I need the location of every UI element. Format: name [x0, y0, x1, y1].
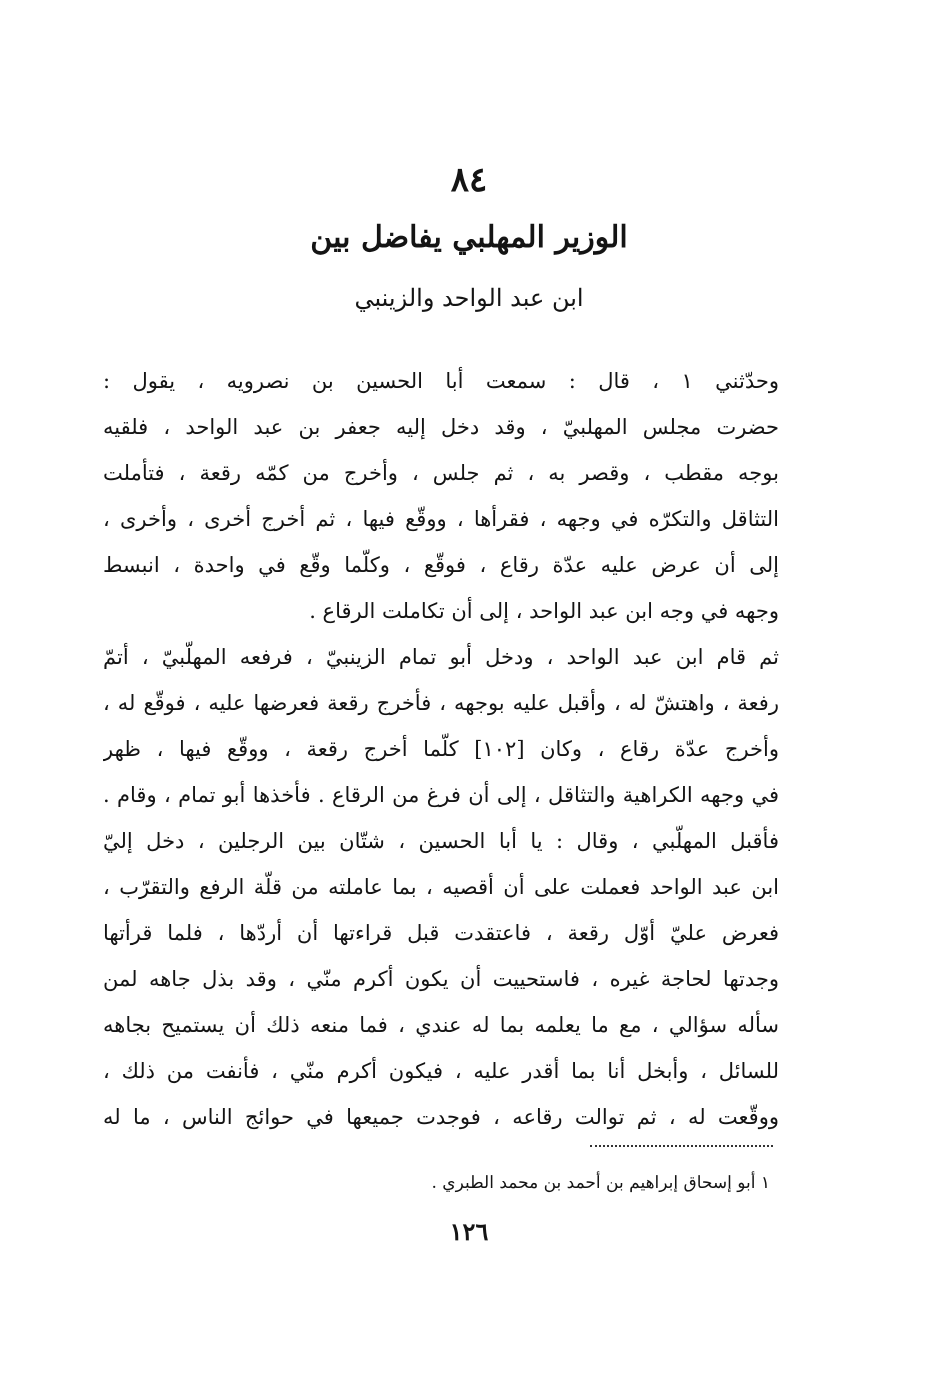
page-number: ١٢٦	[449, 1217, 489, 1246]
body-line: للسائل ، وأبخل أنا بما أقدر عليه ، فيكون أكرم منّي ، فأنفت من ذلك ،	[103, 1059, 779, 1083]
chapter-number: ٨٤	[450, 160, 488, 200]
body-line: ووقّعت له ، ثم توالت رقاعه ، فوجدت جميعها في حوائج الناس ، ما له	[103, 1105, 779, 1129]
footnote-divider	[590, 1145, 773, 1147]
footnote: ١ أبو إسحاق إبراهيم بن أحمد بن محمد الطبري .	[431, 1173, 770, 1193]
body-line: ابن عبد الواحد فعملت على أن أقصيه ، بما عاملته من قلّة الرفع والتقرّب ،	[103, 875, 779, 899]
body-line: وجهه في وجه ابن عبد الواحد ، إلى أن تكاملت الرقاع .	[309, 599, 779, 623]
chapter-subtitle: ابن عبد الواحد والزينبي	[354, 284, 584, 312]
body-line: وجدتها لحاجة غيره ، فاستحييت أن يكون أكرم منّي ، وقد بذل جاهه لمن	[103, 967, 779, 991]
body-line: فعرض عليّ أوّل رقعة ، فاعتقدت قبل قراءتها أن أردّها ، فلما قرأتها	[103, 921, 779, 945]
body-line: حضرت مجلس المهلبيّ ، وقد دخل إليه جعفر بن عبد الواحد ، فلقيه	[103, 415, 779, 439]
body-line: وحدّثني ١ ، قال : سمعت أبا الحسين بن نصرويه ، يقول :	[103, 369, 779, 393]
body-line: ثم قام ابن عبد الواحد ، ودخل أبو تمام الزينبيّ ، فرفعه المهلّبيّ ، أتمّ	[103, 645, 779, 669]
body-line: وأخرج عدّة رقاع ، وكان [١٠٢] كلّما أخرج رقعة ، ووقّع فيها ، ظهر	[103, 737, 779, 761]
body-line: إلى أن عرض عليه عدّة رقاع ، فوقّع ، وكلّما وقّع في واحدة ، انبسط	[103, 553, 779, 577]
chapter-title: الوزير المهلبي يفاضل بين	[310, 220, 628, 255]
body-line: التثاقل والتكرّه في وجهه ، فقرأها ، ووقّع فيها ، ثم أخرج أخرى ، وأخرى ،	[103, 507, 779, 531]
body-line: في وجهه الكراهية والتثاقل ، إلى أن فرغ من الرقاع . فأخذها أبو تمام ، وقام .	[103, 783, 779, 807]
body-line: بوجه مقطب ، وقصر به ، ثم جلس ، وأخرج من كمّه رقعة ، فتأملت	[103, 461, 779, 485]
body-line: رفعة ، واهتشّ له ، وأقبل عليه بوجهه ، فأخرج رقعة فعرضها عليه ، فوقّع له ،	[103, 691, 779, 715]
body-line: سأله سؤالي ، مع ما يعلمه بما له عندي ، فما منعه ذلك أن يستميح بجاهه	[103, 1013, 779, 1037]
body-line: فأقبل المهلّبي ، وقال : يا أبا الحسين ، شتّان بين الرجلين ، دخل إليّ	[103, 829, 779, 853]
body-text	[103, 358, 779, 1140]
